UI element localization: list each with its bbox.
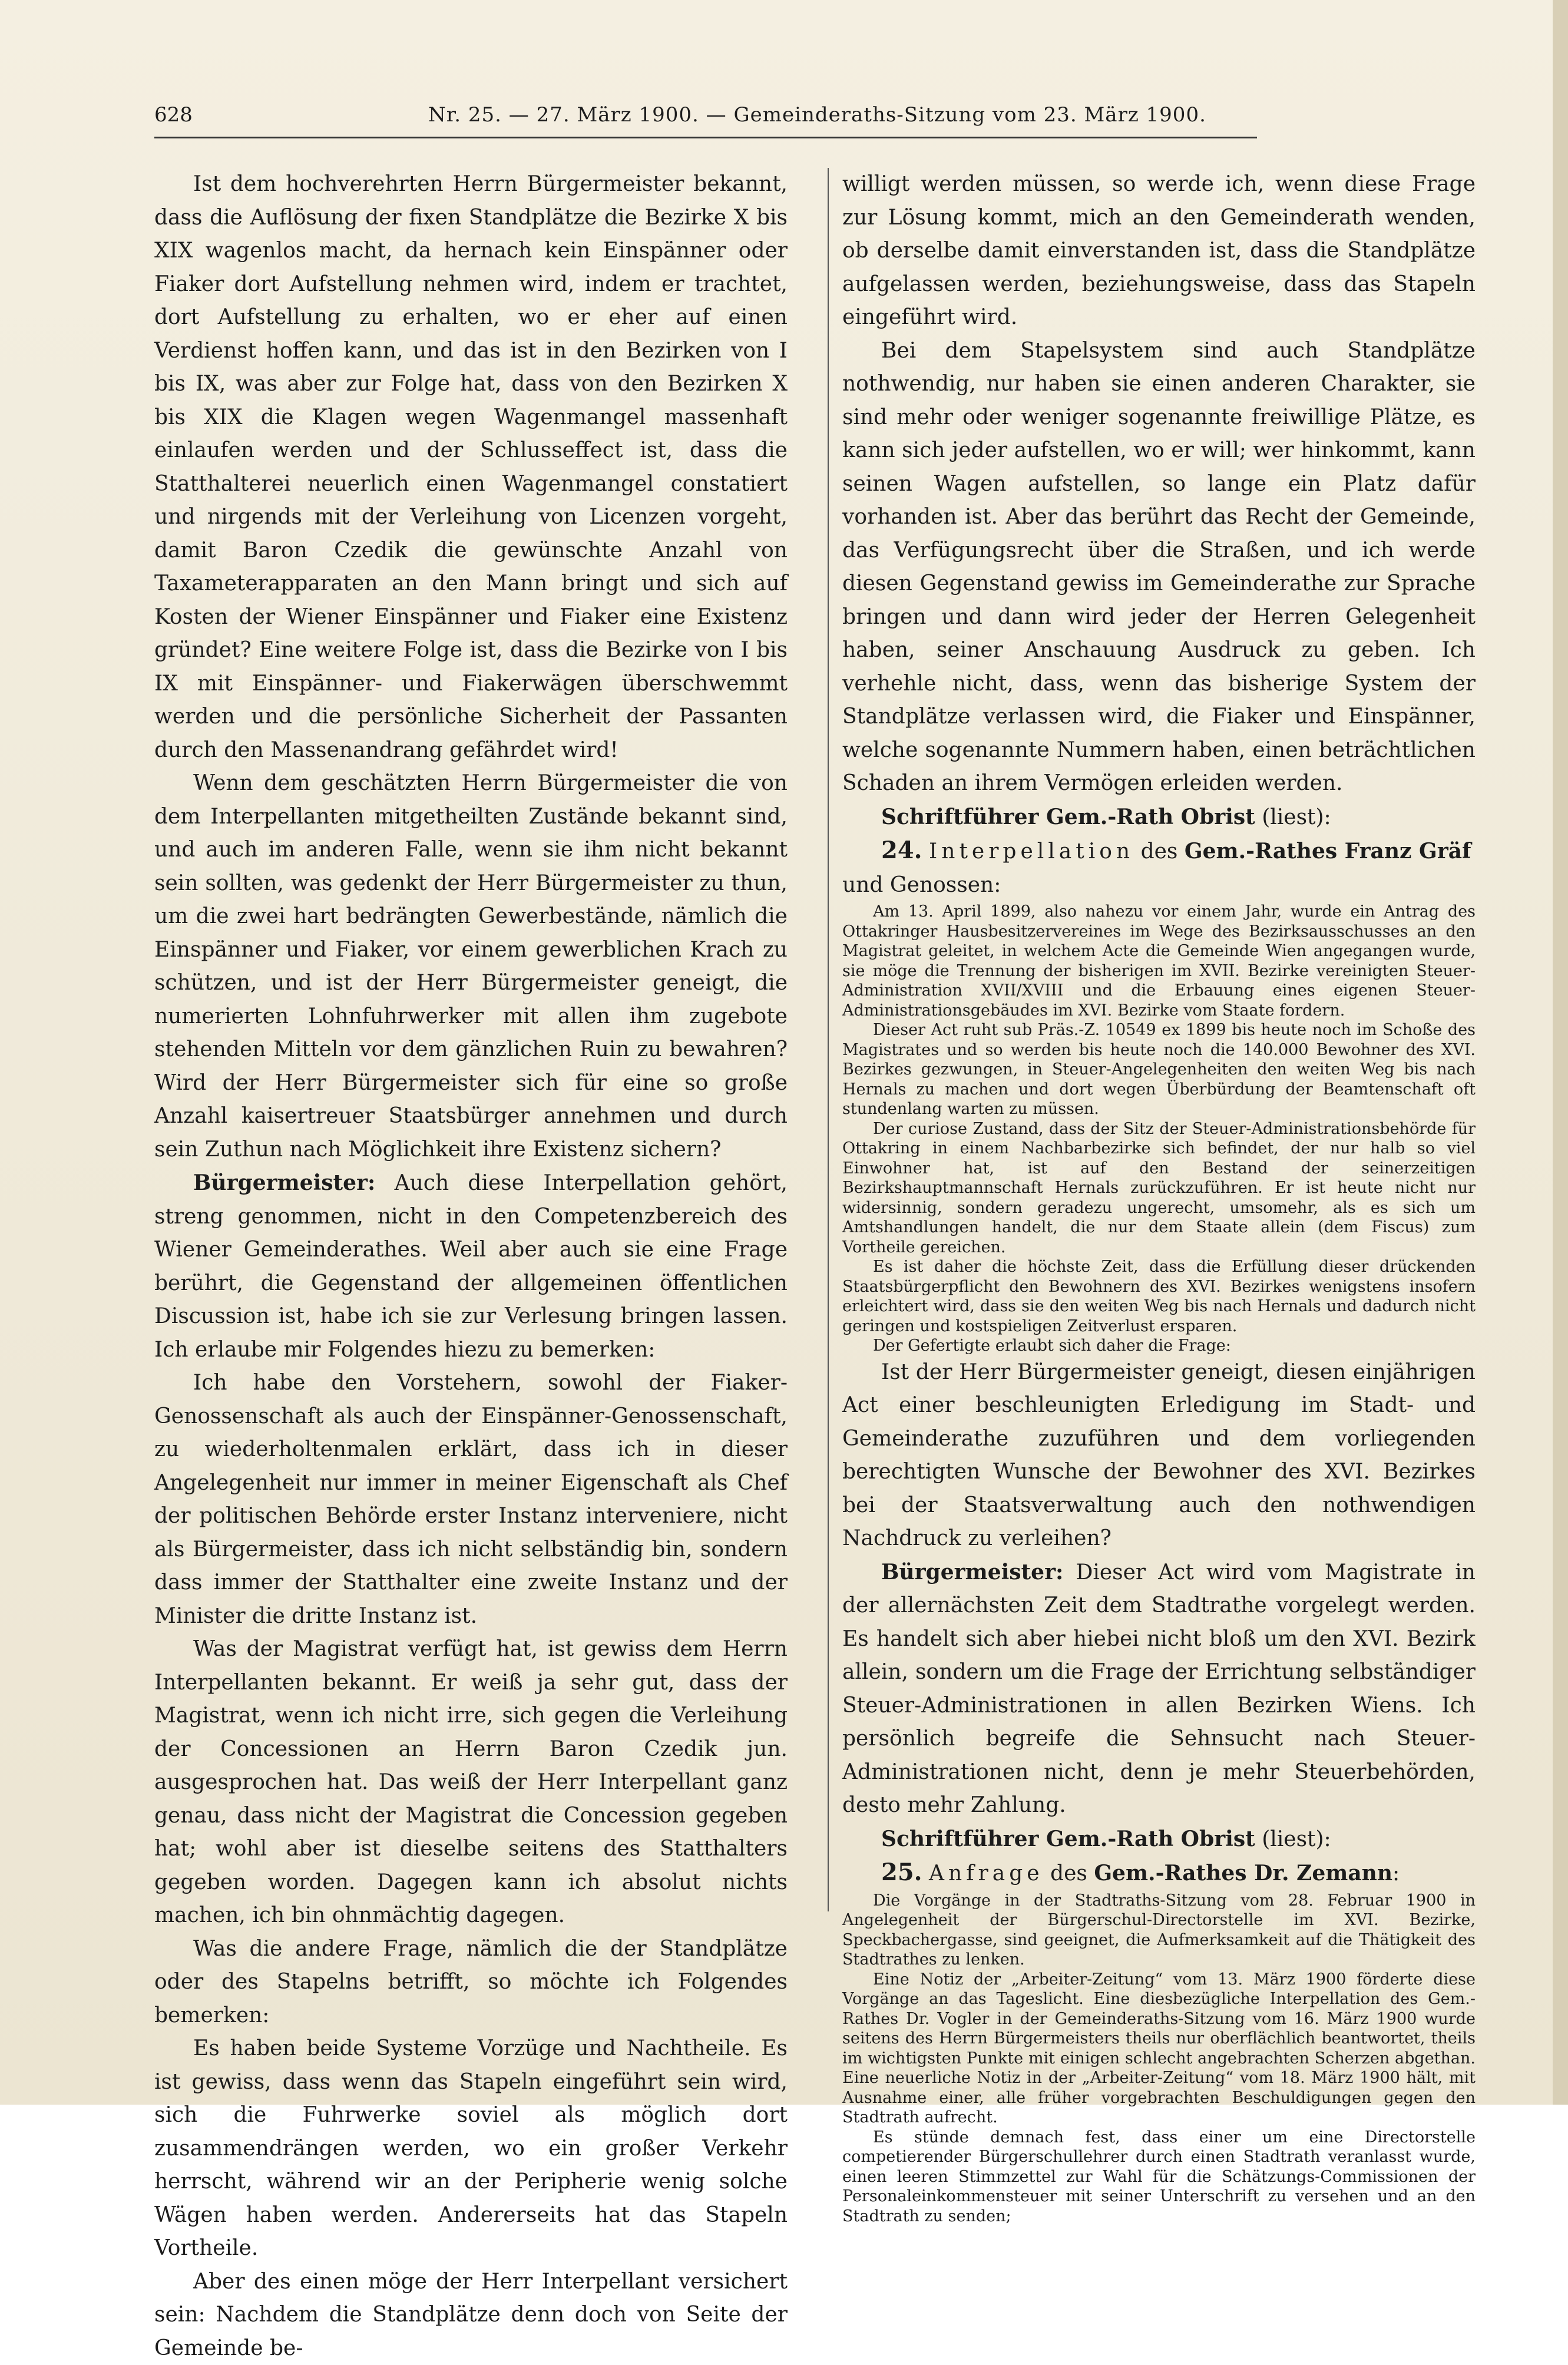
page-header	[154, 97, 1250, 133]
paragraph: willigt werden müssen, so werde ich, wenn diese Frage zur Lösung kommt, mich an den Gemeinderath wenden, ob derselbe damit einverstanden ist, dass die Standplätze aufgelassen werden, beziehungsweise, dass das Stapeln eingeführt wird.	[842, 168, 1476, 335]
paragraph: Ich habe den Vorstehern, sowohl der Fiaker-Genossenschaft als auch der Einspänner-Genossenschaft, zu wiederholtenmalen erklärt, dass ich in dieser Angelegenheit nur immer in meiner Eigenschaft als Chef der politischen Behörde erster Instanz interveniere, nicht als Bürgermeister, dass ich nicht selbständig bin, sondern dass immer der Statthalter eine zweite Instanz und der Minister die dritte Instanz ist.	[154, 1367, 788, 1633]
left-column	[154, 168, 788, 2365]
interpellation-text-24	[842, 902, 1476, 1356]
speaker-label: Bürgermeister:	[193, 1170, 375, 1195]
paragraph: Der curiose Zustand, dass der Sitz der Steuer-Administrationsbehörde für Ottakring in einem Nachbarbezirke sich befindet, der nur halb so viel Einwohner hat, ist auf den Bestand der seinerzeitigen Bezirkshauptmannschaft Hernals zurückzuführen. Er ist heute nicht nur widersinnig, sondern geradezu ungerecht, umsomehr, als es sich um Amtshandlungen handelt, die nur dem Staate allein (dem Fiscus) zum Vortheile gereichen.	[842, 1119, 1476, 1258]
paragraph: Der Gefertigte erlaubt sich daher die Frage:	[842, 1336, 1476, 1356]
column-rule	[828, 168, 829, 1911]
paragraph: Was die andere Frage, nämlich die der Standplätze oder des Stapelns betrifft, so möchte ich Folgendes bemerken:	[154, 1933, 788, 2033]
running-title: Nr. 25. — 27. März 1900. — Gemeinderaths-Sitzung vom 23. März 1900.	[428, 103, 1206, 127]
paragraph: Die Vorgänge in der Stadtraths-Sitzung vom 28. Februar 1900 in Angelegenheit der Bürgerschul-Directorstelle im XVI. Bezirke, Speckbachergasse, sind geeignet, die Aufmerksamkeit auf die Thätigkeit des Stadtrathes zu lenken.	[842, 1891, 1476, 1970]
paragraph: Es stünde demnach fest, dass einer um eine Directorstelle competierender Bürgerschullehrer durch einen Stadtrath veranlasst wurde, einen leeren Stimmzettel zur Wahl für die Schätzungs-Commissionen der Personaleinkommensteuer mit seiner Unterschrift zu versehen und an den Stadtrath zu senden;	[842, 2128, 1476, 2227]
item-heading-24: 24. Interpellation des Gem.-Rathes Franz Gräf	[842, 834, 1476, 869]
paragraph: Aber des einen möge der Herr Interpellant versichert sein: Nachdem die Standplätze denn doch von Seite der Gemeinde be-	[154, 2265, 788, 2365]
paragraph	[154, 1166, 788, 1367]
paragraph: Dieser Act ruht sub Präs.-Z. 10549 ex 1899 bis heute noch im Schoße des Magistrates und so werden bis heute noch die 140.000 Bewohner des XVI. Bezirkes gezwungen, in Steuer-Angelegenheiten den weiten Weg bis nach Hernals zu machen und dort wegen Überbürdung der Beamtenschaft oft stundenlang warten zu müssen.	[842, 1020, 1476, 1119]
paragraph: Bürgermeister: Dieser Act wird vom Magistrate in der allernächsten Zeit dem Stadtrathe vorgelegt werden. Es handelt sich aber hiebei nicht bloß um den XVI. Bezirk allein, sondern um die Frage der Errichtung selbständiger Steuer-Administrationen in allen Bezirken Wiens. Ich persönlich begreife die Sehnsucht nach Steuer-Administrationen nicht, denn je mehr Steuerbehörden, desto mehr Zahlung.	[842, 1556, 1476, 1822]
reader-line: Schriftführer Gem.-Rath Obrist (liest):	[842, 1822, 1476, 1857]
paragraph: Wenn dem geschätzten Herrn Bürgermeister die von dem Interpellanten mitgetheilten Zustände bekannt sind, und auch im anderen Falle, wenn sie ihm nicht bekannt sein sollten, was gedenkt der Herr Bürgermeister zu thun, um die zwei hart bedrängten Gewerbestände, nämlich die Einspänner und Fiaker, vor einem gewerblichen Krach zu schützen, und ist der Herr Bürgermeister geneigt, die numerierten Lohnfuhrwerker mit allen ihm zugebote stehenden Mitteln vor dem gänzlichen Ruin zu bewahren? Wird der Herr Bürgermeister sich für eine so große Anzahl kaisertreuer Staatsbürger annehmen und durch sein Zuthun nach Möglichkeit ihre Existenz sichern?	[154, 767, 788, 1166]
speaker-label: Bürgermeister:	[881, 1560, 1063, 1585]
right-column	[842, 168, 1476, 2226]
header-rule	[154, 137, 1257, 138]
paragraph: Ist dem hochverehrten Herrn Bürgermeister bekannt, dass die Auflösung der fixen Standplätze die Bezirke X bis XIX wagenlos macht, da hernach kein Einspänner oder Fiaker dort Aufstellung nehmen wird, indem er trachtet, dort Aufstellung zu erhalten, wo er eher auf einen Verdienst hoffen kann, und das ist in den Bezirken von I bis IX, was aber zur Folge hat, dass von den Bezirken X bis XIX die Klagen wegen Wagenmangel massenhaft einlaufen werden und der Schlusseffect ist, dass die Statthalterei neuerlich einen Wagenmangel constatiert und nirgends mit der Verleihung von Licenzen vorgeht, damit Baron Czedik die gewünschte Anzahl von Taxameterapparaten an den Mann bringt und sich auf Kosten der Wiener Einspänner und Fiaker eine Existenz gründet? Eine weitere Folge ist, dass die Bezirke von I bis IX mit Einspänner- und Fiakerwägen überschwemmt werden und die persönliche Sicherheit der Passanten durch den Massenandrang gefährdet wird!	[154, 168, 788, 767]
page-number: 628	[154, 103, 193, 127]
paragraph: Was der Magistrat verfügt hat, ist gewiss dem Herrn Interpellanten bekannt. Er weiß ja sehr gut, dass der Magistrat, wenn ich nicht irre, sich gegen die Verleihung der Concessionen an Herrn Baron Czedik jun. ausgesprochen hat. Das weiß der Herr Interpellant ganz genau, dass nicht der Magistrat die Concession gegeben hat; wohl aber ist dieselbe seitens des Statthalters gegeben worden. Dagegen kann ich absolut nichts machen, ich bin ohnmächtig dagegen.	[154, 1633, 788, 1933]
paragraph: Bei dem Stapelsystem sind auch Standplätze nothwendig, nur haben sie einen anderen Charakter, sie sind mehr oder weniger sogenannte freiwillige Plätze, es kann sich jeder aufstellen, wo er will; wer hinkommt, kann seinen Wagen aufstellen, so lange ein Platz dafür vorhanden ist. Aber das berührt das Recht der Gemeinde, das Verfügungsrecht über die Straßen, und ich werde diesen Gegenstand gewiss im Gemeinderathe zur Sprache bringen und dann wird jeder der Herren Gelegenheit haben, seiner Anschauung Ausdruck zu geben. Ich verhehle nicht, dass, wenn das bisherige System der Standplätze verlassen wird, die Fiaker und Einspänner, welche sogenannte Nummern haben, einen beträchtlichen Schaden an ihrem Vermögen erleiden werden.	[842, 335, 1476, 801]
speech-text: Auch diese Interpellation gehört, streng genommen, nicht in den Competenzbereich des Wiener Gemeinderathes. Weil aber auch sie eine Frage berührt, die Gegenstand der allgemeinen öffentlichen Discussion ist, habe ich sie zur Verlesung bringen lassen. Ich erlaube mir Folgendes hiezu zu bemerken:	[154, 1171, 788, 1362]
paragraph: Ist der Herr Bürgermeister geneigt, diesen einjährigen Act einer beschleunigten Erledigung im Stadt- und Gemeinderathe zuzuführen und dem vorliegenden berechtigten Wunsche der Bewohner des XVI. Bezirkes bei der Staatsverwaltung auch den nothwendigen Nachdruck zu verleihen?	[842, 1356, 1476, 1556]
paragraph: Es haben beide Systeme Vorzüge und Nachtheile. Es ist gewiss, dass wenn das Stapeln eingeführt sein wird, sich die Fuhrwerke soviel als möglich dort zusammendrängen werden, wo ein großer Verkehr herrscht, während wir an der Peripherie wenig solche Wägen haben werden. Andererseits hat das Stapeln Vortheile.	[154, 2032, 788, 2265]
item-heading-tail: und Genossen:	[842, 869, 1476, 902]
item-heading-25: 25. Anfrage des Gem.-Rathes Dr. Zemann:	[842, 1856, 1476, 1891]
paragraph: Es ist daher die höchste Zeit, dass die Erfüllung dieser drückenden Staatsbürgerpflicht den Bewohnern des XVI. Bezirkes wenigstens insofern erleichtert wird, dass sie den weiten Weg bis nach Hernals und dadurch nicht geringen und kostspieligen Zeitverlust ersparen.	[842, 1257, 1476, 1336]
reader-name: Schriftführer Gem.-Rath Obrist	[881, 1827, 1255, 1851]
reader-name: Schriftführer Gem.-Rath Obrist	[881, 805, 1255, 829]
paragraph: Am 13. April 1899, also nahezu vor einem Jahr, wurde ein Antrag des Ottakringer Hausbesitzervereines im Wege des Bezirksausschusses an den Magistrat geleitet, in welchem Acte die Gemeinde Wien angegangen wurde, sie möge die Trennung der bisherigen im XVII. Bezirke vereinigten Steuer-Administration XVII/XVIII und die Erbauung eines eigenen Steuer-Administrationsgebäudes im XVI. Bezirke vom Staate fordern.	[842, 902, 1476, 1020]
page-edge-shadow	[1553, 0, 1568, 2105]
inquiry-text-25	[842, 1891, 1476, 2227]
reader-line: Schriftführer Gem.-Rath Obrist (liest):	[842, 801, 1476, 835]
paragraph: Eine Notiz der „Arbeiter-Zeitung“ vom 13. März 1900 förderte diese Vorgänge an das Tageslicht. Eine diesbezügliche Interpellation des Gem.-Rathes Dr. Vogler in der Gemeinderaths-Sitzung vom 16. März 1900 wurde seitens des Herrn Bürgermeisters theils nur oberflächlich beantwortet, theils im wichtigsten Punkte mit einigen schlecht angebrachten Scherzen abgethan. Eine neuerliche Notiz in der „Arbeiter-Zeitung“ vom 18. März 1900 hält, mit Ausnahme einer, alle früher vorgebrachten Beschuldigungen gegen den Stadtrath aufrecht.	[842, 1970, 1476, 2128]
